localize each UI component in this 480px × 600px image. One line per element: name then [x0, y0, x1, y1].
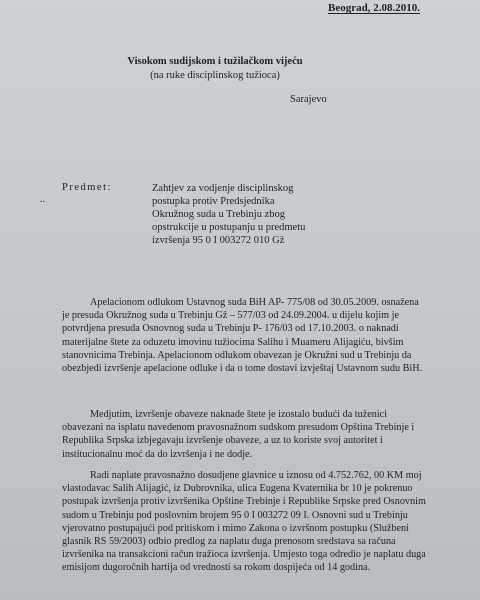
paragraph-line: institucionalnu moć da do izvršenja i ne dodje.	[62, 448, 253, 460]
paragraph-line: glasnik RS 59/2003) odbio predlog za naplatu duga prenosom sredstava sa računa	[62, 536, 396, 548]
letter-date: Beograd, 2.08.2010.	[328, 2, 420, 14]
margin-marks: ..	[40, 194, 45, 205]
paragraph-line: potvrdjena presuda Osnovnog suda u Trebinju P- 176/03 od 17.10.2003. o naknadi	[62, 323, 399, 335]
paragraph-line: sudom u Trebinju pod poslovnim brojem 95 0 I 003272 09 I. Osnovni sud u Trebinju	[62, 509, 408, 521]
recipient-name: Visokom sudijskom i tužilačkom vijeću	[127, 56, 303, 67]
paragraph-line: Apelacionom odlukom Ustavnog suda BiH AP- 775/08 od 30.05.2009. osnažena	[90, 297, 419, 308]
subject-line: opstrukcije u postupanju u predmetu	[152, 222, 306, 233]
recipient-attention: (na ruke disciplinskog tužioca)	[150, 70, 280, 81]
subject-line: Okružnog suda u Trebinju zbog	[152, 209, 285, 220]
paragraph-line: materijalne štete za oduzetu imovinu tužiocima Salihu i Muameru Alijagiću, bivšim	[62, 336, 404, 348]
paragraph-line: Medjutim, izvršenje obaveze naknade štete je izostalo budući da tuženici	[90, 409, 388, 420]
subject-text	[152, 182, 312, 247]
body-paragraph-1	[62, 296, 444, 375]
paragraph-line: emisijom dugoročnih hartija od vrednosti sa rokom dospijeća od 14 godina.	[62, 562, 371, 574]
subject-line: izvršenja 95 0 I 003272 010 Gž	[152, 235, 285, 246]
subject-label: Predmet:	[62, 182, 112, 193]
paragraph-line: izvršenika na transakcioni račun tražioca izvršenja. Umjesto toga odredio je naplatu duga	[62, 549, 426, 561]
paragraph-line: je presuda Okružnog suda u Trebinju Gž – 577/03 od 24.09.2004. u dijelu kojim je	[62, 310, 400, 322]
paragraph-line: obavezani na isplatu navedenom pravosnažnom sudskom presudom Opština Trebinje i	[62, 422, 415, 434]
body-paragraph-2	[62, 408, 444, 461]
paragraph-line: obezbjedi izvršenje apelacione odluke i da o tome dostavi izvještaj Ustavnom sudu BiH.	[62, 363, 423, 375]
recipient-block	[0, 55, 430, 83]
paragraph-line: stanovnicima Trebinja. Apelacionom odlukom obavezan je Okružni sud u Trebinju da	[62, 349, 412, 361]
paragraph-line: vjerovatno postupajući pod pritiskom i mimo Zakona o izvršnom postupku (Službeni	[62, 522, 409, 534]
body-paragraph-3	[62, 469, 444, 575]
paragraph-line: postupak izvršenja protiv izvršenika Opštine Trebinje i Republike Srpske pred Osnovnim	[62, 496, 426, 508]
paragraph-line: vlastodavac Salih Alijagić, iz Dubrovnika, ulica Eugena Kvaternika br 10 je pokrenuo	[62, 483, 413, 495]
subject-line: Zahtjev za vodjenje disciplinskog	[152, 183, 294, 194]
subject-line: postupka protiv Predsjednika	[152, 196, 275, 207]
paragraph-line: Republika Srpska izbjegavaju izvršenje obaveze, a uz to koriste svoj autoritet i	[62, 435, 383, 447]
recipient-city: Sarajevo	[290, 94, 327, 105]
paragraph-line: Radi naplate pravosnažno dosudjene glavnice u iznosu od 4.752.762, 00 KM moj	[90, 470, 422, 481]
